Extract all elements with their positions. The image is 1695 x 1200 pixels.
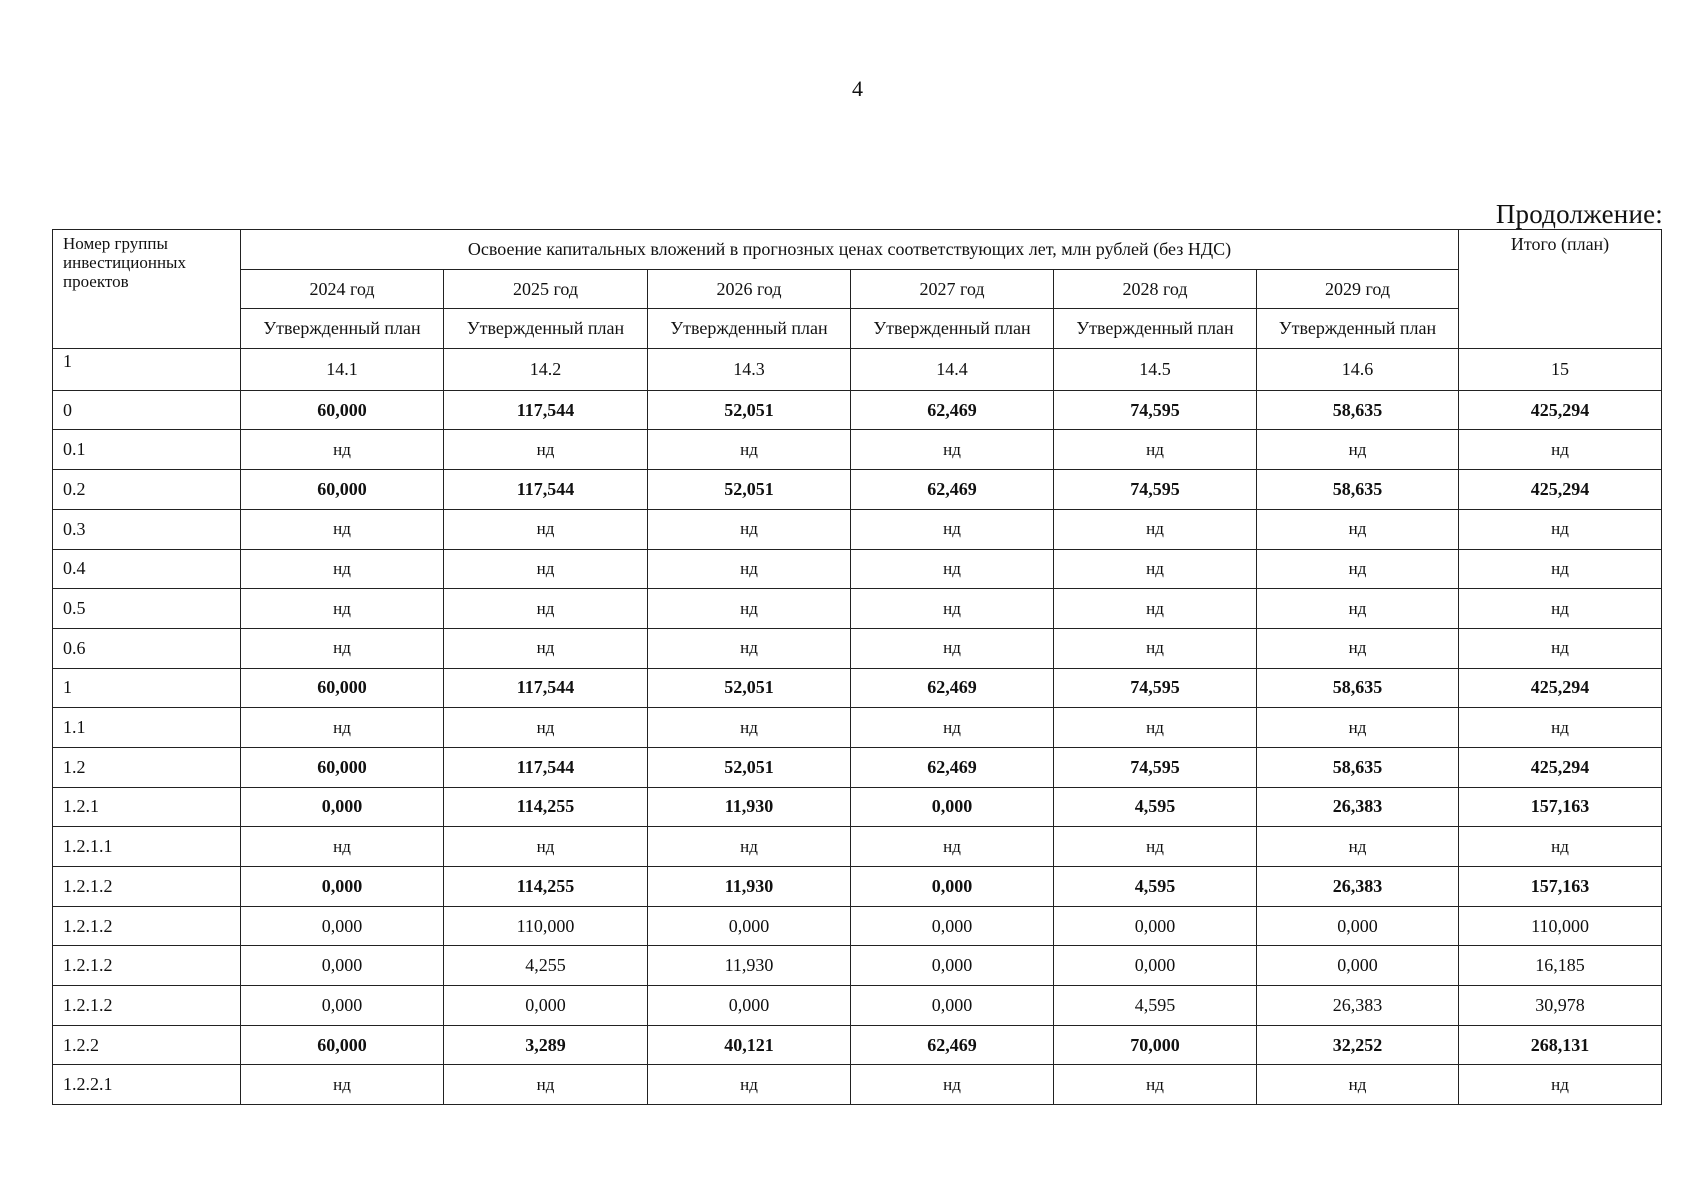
column-number: 15 xyxy=(1459,349,1662,391)
value-cell: нд xyxy=(648,589,851,629)
value-cell: нд xyxy=(241,430,444,470)
value-cell: нд xyxy=(241,549,444,589)
value-cell: 32,252 xyxy=(1257,1025,1459,1065)
value-cell: 52,051 xyxy=(648,390,851,430)
value-cell: 74,595 xyxy=(1054,747,1257,787)
value-cell: нд xyxy=(1054,1065,1257,1105)
plan-header: Утвержденный план xyxy=(851,309,1054,349)
value-cell: 0,000 xyxy=(241,986,444,1026)
total-cell: нд xyxy=(1459,430,1662,470)
value-cell: нд xyxy=(1257,827,1459,867)
column-number: 14.1 xyxy=(241,349,444,391)
value-cell: нд xyxy=(1257,509,1459,549)
table-row xyxy=(53,867,1662,907)
value-cell: нд xyxy=(851,509,1054,549)
table-row xyxy=(53,390,1662,430)
group-code-cell: 1.2.2.1 xyxy=(53,1065,241,1105)
year-header: 2025 год xyxy=(444,269,648,309)
value-cell: нд xyxy=(241,628,444,668)
column-number: 14.6 xyxy=(1257,349,1459,391)
total-cell: 16,185 xyxy=(1459,946,1662,986)
value-cell: нд xyxy=(851,708,1054,748)
column-number: 14.5 xyxy=(1054,349,1257,391)
table-row xyxy=(53,628,1662,668)
table-row xyxy=(53,470,1662,510)
header-row-main xyxy=(53,230,1662,270)
group-code-cell: 0.4 xyxy=(53,549,241,589)
value-cell: нд xyxy=(241,589,444,629)
column-number-row xyxy=(53,349,1662,391)
group-code-cell: 0.6 xyxy=(53,628,241,668)
value-cell: нд xyxy=(444,589,648,629)
value-cell: нд xyxy=(648,628,851,668)
value-cell: 4,595 xyxy=(1054,986,1257,1026)
value-cell: 4,255 xyxy=(444,946,648,986)
value-cell: нд xyxy=(851,628,1054,668)
value-cell: 60,000 xyxy=(241,470,444,510)
table-row xyxy=(53,787,1662,827)
value-cell: нд xyxy=(241,708,444,748)
value-cell: 62,469 xyxy=(851,390,1054,430)
total-cell: нд xyxy=(1459,827,1662,867)
group-code-cell: 1.2.1.2 xyxy=(53,867,241,907)
group-code-cell: 0.2 xyxy=(53,470,241,510)
value-cell: 0,000 xyxy=(444,986,648,1026)
page-number: 4 xyxy=(852,76,863,101)
value-cell: нд xyxy=(648,1065,851,1105)
total-cell: 268,131 xyxy=(1459,1025,1662,1065)
value-cell: 11,930 xyxy=(648,867,851,907)
value-cell: 114,255 xyxy=(444,787,648,827)
value-cell: нд xyxy=(444,509,648,549)
year-header: 2028 год xyxy=(1054,269,1257,309)
value-cell: 70,000 xyxy=(1054,1025,1257,1065)
value-cell: 0,000 xyxy=(1054,946,1257,986)
total-cell: 425,294 xyxy=(1459,747,1662,787)
value-cell: нд xyxy=(1054,628,1257,668)
group-code-cell: 1.2.1 xyxy=(53,787,241,827)
column-number: 14.2 xyxy=(444,349,648,391)
header-row-plan xyxy=(53,309,1662,349)
value-cell: нд xyxy=(1257,1065,1459,1105)
value-cell: 4,595 xyxy=(1054,867,1257,907)
total-cell: 30,978 xyxy=(1459,986,1662,1026)
plan-header: Утвержденный план xyxy=(648,309,851,349)
year-header: 2024 год xyxy=(241,269,444,309)
value-cell: нд xyxy=(648,430,851,470)
value-cell: 58,635 xyxy=(1257,747,1459,787)
group-code-cell: 0 xyxy=(53,390,241,430)
value-cell: 117,544 xyxy=(444,668,648,708)
value-cell: нд xyxy=(851,430,1054,470)
value-cell: нд xyxy=(851,1065,1054,1105)
value-cell: 0,000 xyxy=(648,906,851,946)
value-cell: 11,930 xyxy=(648,787,851,827)
value-cell: нд xyxy=(648,509,851,549)
value-cell: 0,000 xyxy=(241,906,444,946)
value-cell: нд xyxy=(444,628,648,668)
group-code-cell: 1.2.1.2 xyxy=(53,986,241,1026)
value-cell: нд xyxy=(648,549,851,589)
group-code-cell: 0.1 xyxy=(53,430,241,470)
value-cell: 52,051 xyxy=(648,470,851,510)
group-code-cell: 1.2.1.2 xyxy=(53,906,241,946)
total-cell: нд xyxy=(1459,1065,1662,1105)
value-cell: 60,000 xyxy=(241,668,444,708)
column-number: 14.3 xyxy=(648,349,851,391)
header-row-years xyxy=(53,269,1662,309)
value-cell: 58,635 xyxy=(1257,390,1459,430)
group-code-cell: 1.2 xyxy=(53,747,241,787)
value-cell: нд xyxy=(1054,549,1257,589)
value-cell: 62,469 xyxy=(851,470,1054,510)
value-cell: 0,000 xyxy=(851,787,1054,827)
group-code-cell: 1.1 xyxy=(53,708,241,748)
table-row xyxy=(53,708,1662,748)
value-cell: нд xyxy=(1257,628,1459,668)
table-row xyxy=(53,589,1662,629)
value-cell: 0,000 xyxy=(851,906,1054,946)
total-cell: нд xyxy=(1459,549,1662,589)
year-header: 2029 год xyxy=(1257,269,1459,309)
value-cell: 74,595 xyxy=(1054,390,1257,430)
total-cell: 425,294 xyxy=(1459,668,1662,708)
plan-header: Утвержденный план xyxy=(1054,309,1257,349)
value-cell: 0,000 xyxy=(1054,906,1257,946)
table-row xyxy=(53,430,1662,470)
plan-header: Утвержденный план xyxy=(444,309,648,349)
value-cell: нд xyxy=(851,827,1054,867)
plan-header: Утвержденный план xyxy=(1257,309,1459,349)
value-cell: 0,000 xyxy=(241,787,444,827)
value-cell: 0,000 xyxy=(1257,946,1459,986)
year-header: 2027 год xyxy=(851,269,1054,309)
value-cell: 26,383 xyxy=(1257,787,1459,827)
value-cell: 60,000 xyxy=(241,1025,444,1065)
group-number-header: Номер группы инвестиционных проектов xyxy=(53,230,241,349)
total-plan-header: Итого (план) xyxy=(1459,230,1662,349)
total-cell: 110,000 xyxy=(1459,906,1662,946)
group-code-cell: 1.2.1.2 xyxy=(53,946,241,986)
value-cell: нд xyxy=(1054,509,1257,549)
value-cell: 114,255 xyxy=(444,867,648,907)
table-row xyxy=(53,509,1662,549)
value-cell: 58,635 xyxy=(1257,668,1459,708)
value-cell: нд xyxy=(1054,589,1257,629)
plan-header: Утвержденный план xyxy=(241,309,444,349)
capital-investment-header: Освоение капитальных вложений в прогнозных ценах соответствующих лет, млн рублей (без НДС) xyxy=(241,230,1459,270)
value-cell: нд xyxy=(1054,430,1257,470)
table-row xyxy=(53,1025,1662,1065)
value-cell: 58,635 xyxy=(1257,470,1459,510)
value-cell: 117,544 xyxy=(444,470,648,510)
column-number: 14.4 xyxy=(851,349,1054,391)
group-code-cell: 1.2.2 xyxy=(53,1025,241,1065)
value-cell: 0,000 xyxy=(851,946,1054,986)
value-cell: нд xyxy=(241,1065,444,1105)
value-cell: 52,051 xyxy=(648,747,851,787)
value-cell: 0,000 xyxy=(241,867,444,907)
value-cell: нд xyxy=(241,827,444,867)
value-cell: 4,595 xyxy=(1054,787,1257,827)
value-cell: 62,469 xyxy=(851,1025,1054,1065)
value-cell: 117,544 xyxy=(444,747,648,787)
table-row xyxy=(53,747,1662,787)
total-cell: 157,163 xyxy=(1459,787,1662,827)
value-cell: нд xyxy=(1257,589,1459,629)
total-cell: нд xyxy=(1459,708,1662,748)
value-cell: нд xyxy=(851,589,1054,629)
value-cell: 26,383 xyxy=(1257,986,1459,1026)
value-cell: нд xyxy=(444,430,648,470)
value-cell: 74,595 xyxy=(1054,668,1257,708)
value-cell: 110,000 xyxy=(444,906,648,946)
value-cell: нд xyxy=(1257,708,1459,748)
value-cell: нд xyxy=(444,827,648,867)
value-cell: 0,000 xyxy=(851,867,1054,907)
value-cell: 60,000 xyxy=(241,747,444,787)
table-row xyxy=(53,906,1662,946)
value-cell: 62,469 xyxy=(851,668,1054,708)
value-cell: нд xyxy=(648,827,851,867)
value-cell: 62,469 xyxy=(851,747,1054,787)
total-cell: 425,294 xyxy=(1459,470,1662,510)
value-cell: 0,000 xyxy=(241,946,444,986)
year-header: 2026 год xyxy=(648,269,851,309)
value-cell: нд xyxy=(444,549,648,589)
value-cell: 40,121 xyxy=(648,1025,851,1065)
value-cell: нд xyxy=(1257,549,1459,589)
investment-table xyxy=(52,229,1662,1105)
table-row xyxy=(53,986,1662,1026)
table-row xyxy=(53,1065,1662,1105)
value-cell: 11,930 xyxy=(648,946,851,986)
group-code-cell: 0.3 xyxy=(53,509,241,549)
value-cell: нд xyxy=(444,1065,648,1105)
total-cell: нд xyxy=(1459,628,1662,668)
table-row xyxy=(53,549,1662,589)
value-cell: нд xyxy=(1054,708,1257,748)
total-cell: нд xyxy=(1459,589,1662,629)
value-cell: нд xyxy=(1054,827,1257,867)
group-code-cell: 1 xyxy=(53,668,241,708)
value-cell: 60,000 xyxy=(241,390,444,430)
value-cell: 117,544 xyxy=(444,390,648,430)
value-cell: нд xyxy=(444,708,648,748)
continuation-label: Продолжение: xyxy=(1495,199,1663,229)
value-cell: 74,595 xyxy=(1054,470,1257,510)
value-cell: 52,051 xyxy=(648,668,851,708)
value-cell: 26,383 xyxy=(1257,867,1459,907)
value-cell: нд xyxy=(1257,430,1459,470)
total-cell: 157,163 xyxy=(1459,867,1662,907)
table-row xyxy=(53,668,1662,708)
value-cell: 0,000 xyxy=(648,986,851,1026)
value-cell: нд xyxy=(648,708,851,748)
value-cell: 3,289 xyxy=(444,1025,648,1065)
value-cell: нд xyxy=(241,509,444,549)
value-cell: 0,000 xyxy=(851,986,1054,1026)
value-cell: 0,000 xyxy=(1257,906,1459,946)
column-number: 1 xyxy=(53,349,241,391)
table-row xyxy=(53,946,1662,986)
total-cell: нд xyxy=(1459,509,1662,549)
group-code-cell: 1.2.1.1 xyxy=(53,827,241,867)
value-cell: нд xyxy=(851,549,1054,589)
table-row xyxy=(53,827,1662,867)
group-code-cell: 0.5 xyxy=(53,589,241,629)
total-cell: 425,294 xyxy=(1459,390,1662,430)
table-body xyxy=(53,390,1662,1104)
